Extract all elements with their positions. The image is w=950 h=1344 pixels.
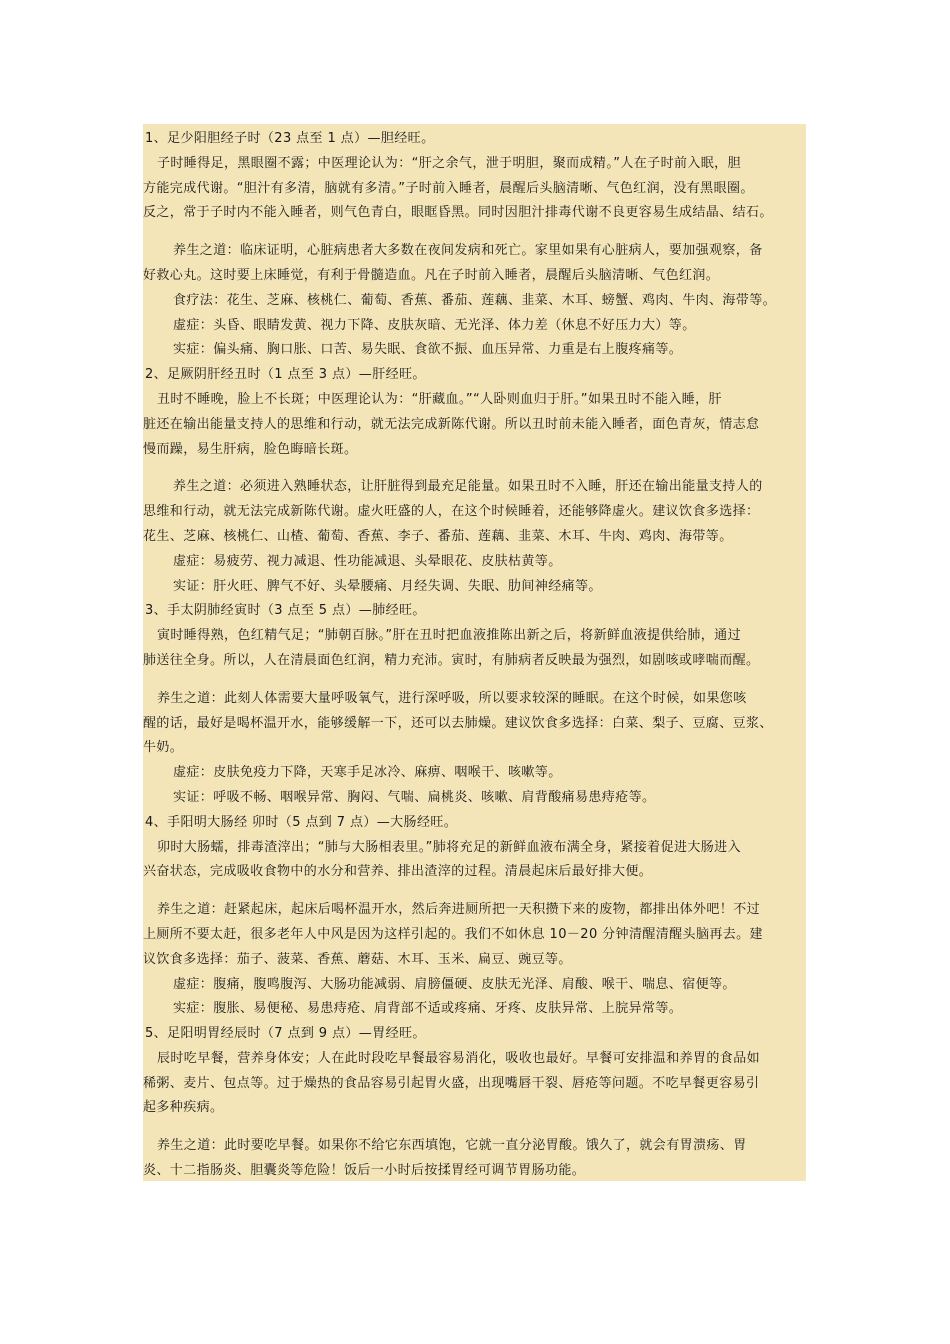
- paragraph-line: 养生之道：此时要吃早餐。如果你不给它东西填饱，它就一直分泌胃酸。饿久了，就会有胃溃疡、胃: [157, 1138, 747, 1154]
- paragraph-line: 养生之道：临床证明，心脏病患者大多数在夜间发病和死亡。家里如果有心脏病人，要加强观察，备: [173, 243, 763, 259]
- paragraph-line: 好救心丸。这时要上床睡觉，有利于骨髓造血。凡在子时前入睡者，晨醒后头脑清晰、气色红润。: [143, 267, 720, 283]
- paragraph-line: 寅时睡得熟，色红精气足；“肺朝百脉。”肝在丑时把血液推陈出新之后，将新鲜血液提供给肺，通过: [157, 628, 741, 644]
- diet-line: 食疗法：花生、芝麻、核桃仁、葡萄、香蕉、番茄、莲藕、韭菜、木耳、螃蟹、鸡肉、牛肉、海带等。: [173, 292, 777, 308]
- paragraph-line: 子时睡得足，黑眼圈不露；中医理论认为：“肝之余气，泄于明胆，聚而成精。”人在子时前入眠，胆: [157, 155, 741, 171]
- paragraph-line: 丑时不睡晚，脸上不长斑；中医理论认为：“肝藏血。”“人卧则血归于肝。”如果丑时不能入睡，肝: [157, 391, 722, 407]
- paragraph-line: 思维和行动，就无法完成新陈代谢。虚火旺盛的人，在这个时候睡着，还能够降虚火。建议饮食多选择：: [143, 504, 760, 520]
- paragraph-line: 养生之道：赶紧起床，起床后喝杯温开水，然后奔进厕所把一天积攒下来的废物，都排出体外吧！不过: [157, 902, 761, 918]
- deficiency-line: 虚症：皮肤免疫力下降，天寒手足冰冷、麻痹、咽喉干、咳嗽等。: [173, 765, 562, 781]
- paragraph-line: 牛奶。: [143, 740, 184, 756]
- excess-line: 实证：呼吸不畅、咽喉异常、胸闷、气喘、扁桃炎、咳嗽、肩背酸痛易患痔疮等。: [173, 789, 656, 805]
- paragraph-line: 上厕所不要太赶，很多老年人中风是因为这样引起的。我们不如休息 10－20 分钟清醒清醒头脑再去。建: [143, 926, 763, 942]
- paragraph-line: 炎、十二指肠炎、胆囊炎等危险！饭后一小时后按揉胃经可调节胃肠功能。: [143, 1163, 586, 1179]
- paragraph-line: 脏还在输出能量支持人的思维和行动，就无法完成新陈代谢。所以丑时前未能入睡者，面色青灰，情志怠: [143, 416, 760, 432]
- paragraph-line: 慢而躁，易生肝病，脸色晦暗长斑。: [143, 441, 358, 457]
- section-heading-stomach: 5、足阳明胃经辰时（7 点到 9 点）—胃经旺。: [145, 1026, 426, 1042]
- paragraph-line: 方能完成代谢。“胆汁有多清，脑就有多清。”子时前入睡者，晨醒后头脑清晰、气色红润，没有黑眼圈。: [143, 180, 754, 196]
- paragraph-line: 起多种疾病。: [143, 1100, 224, 1116]
- paragraph-line: 反之，常于子时内不能入睡者，则气色青白，眼眶昏黑。同时因胆汁排毒代谢不良更容易生成结晶、结石。: [143, 205, 773, 221]
- section-heading-liver: 2、足厥阴肝经丑时（1 点至 3 点）—肝经旺。: [145, 367, 426, 383]
- paragraph-line: 醒的话，最好是喝杯温开水，能够缓解一下，还可以去肺燥。建议饮食多选择：白菜、梨子、豆腐、豆浆、: [143, 715, 773, 731]
- deficiency-line: 虚症：易疲劳、视力减退、性功能减退、头晕眼花、皮肤枯黄等。: [173, 553, 562, 569]
- excess-line: 实证：肝火旺、脾气不好、头晕腰痛、月经失调、失眠、肋间神经痛等。: [173, 578, 602, 594]
- paragraph-line: 辰时吃早餐，营养身体安；人在此时段吃早餐最容易消化，吸收也最好。早餐可安排温和养胃的食品如: [157, 1050, 761, 1066]
- document-panel: [143, 124, 806, 1181]
- deficiency-line: 虚症：腹痛，腹鸣腹泻、大肠功能减弱、肩膀僵硬、皮肤无光泽、肩酸、喉干、喘息、宿便等。: [173, 976, 736, 992]
- section-heading-large-intestine: 4、手阳明大肠经 卯时（5 点到 7 点）—大肠经旺。: [145, 814, 458, 830]
- section-heading-gallbladder: 1、足少阳胆经子时（23 点至 1 点）—胆经旺。: [145, 131, 435, 146]
- paragraph-line: 养生之道：此刻人体需要大量呼吸氧气，进行深呼吸，所以要求较深的睡眠。在这个时候，如果您咳: [157, 690, 747, 706]
- paragraph-line: 稀粥、麦片、包点等。过于燥热的食品容易引起胃火盛，出现嘴唇干裂、唇疮等问题。不吃早餐更容易引: [143, 1075, 760, 1091]
- paragraph-line: 卯时大肠蠕，排毒渣滓出；“肺与大肠相表里。”肺将充足的新鲜血液布满全身，紧接着促进大肠进入: [157, 839, 741, 855]
- paragraph-line: 养生之道：必须进入熟睡状态，让肝脏得到最充足能量。如果丑时不入睡，肝还在输出能量支持人的: [173, 479, 763, 495]
- paragraph-line: 议饮食多选择：茄子、菠菜、香蕉、蘑菇、木耳、玉米、扁豆、豌豆等。: [143, 951, 572, 967]
- deficiency-line: 虚症：头昏、眼睛发黄、视力下降、皮肤灰暗、无光泽、体力差（休息不好压力大）等。: [173, 317, 696, 333]
- excess-line: 实症：腹胀、易便秘、易患痔疮、肩背部不适或疼痛、牙疼、皮肤异常、上脘异常等。: [173, 1001, 683, 1017]
- paragraph-line: 肺送往全身。所以，人在清晨面色红润，精力充沛。寅时，有肺病者反映最为强烈，如剧咳或哮喘而醒。: [143, 652, 760, 668]
- paragraph-line: 花生、芝麻、核桃仁、山楂、葡萄、香蕉、李子、番茄、莲藕、韭菜、木耳、牛肉、鸡肉、海带等。: [143, 528, 733, 544]
- section-heading-lung: 3、手太阴肺经寅时（3 点至 5 点）—肺经旺。: [145, 603, 426, 619]
- excess-line: 实症：偏头痛、胸口胀、口苦、易失眠、食欲不振、血压异常、力重是右上腹疼痛等。: [173, 342, 683, 358]
- paragraph-line: 兴奋状态，完成吸收食物中的水分和营养、排出渣滓的过程。清晨起床后最好排大便。: [143, 864, 653, 880]
